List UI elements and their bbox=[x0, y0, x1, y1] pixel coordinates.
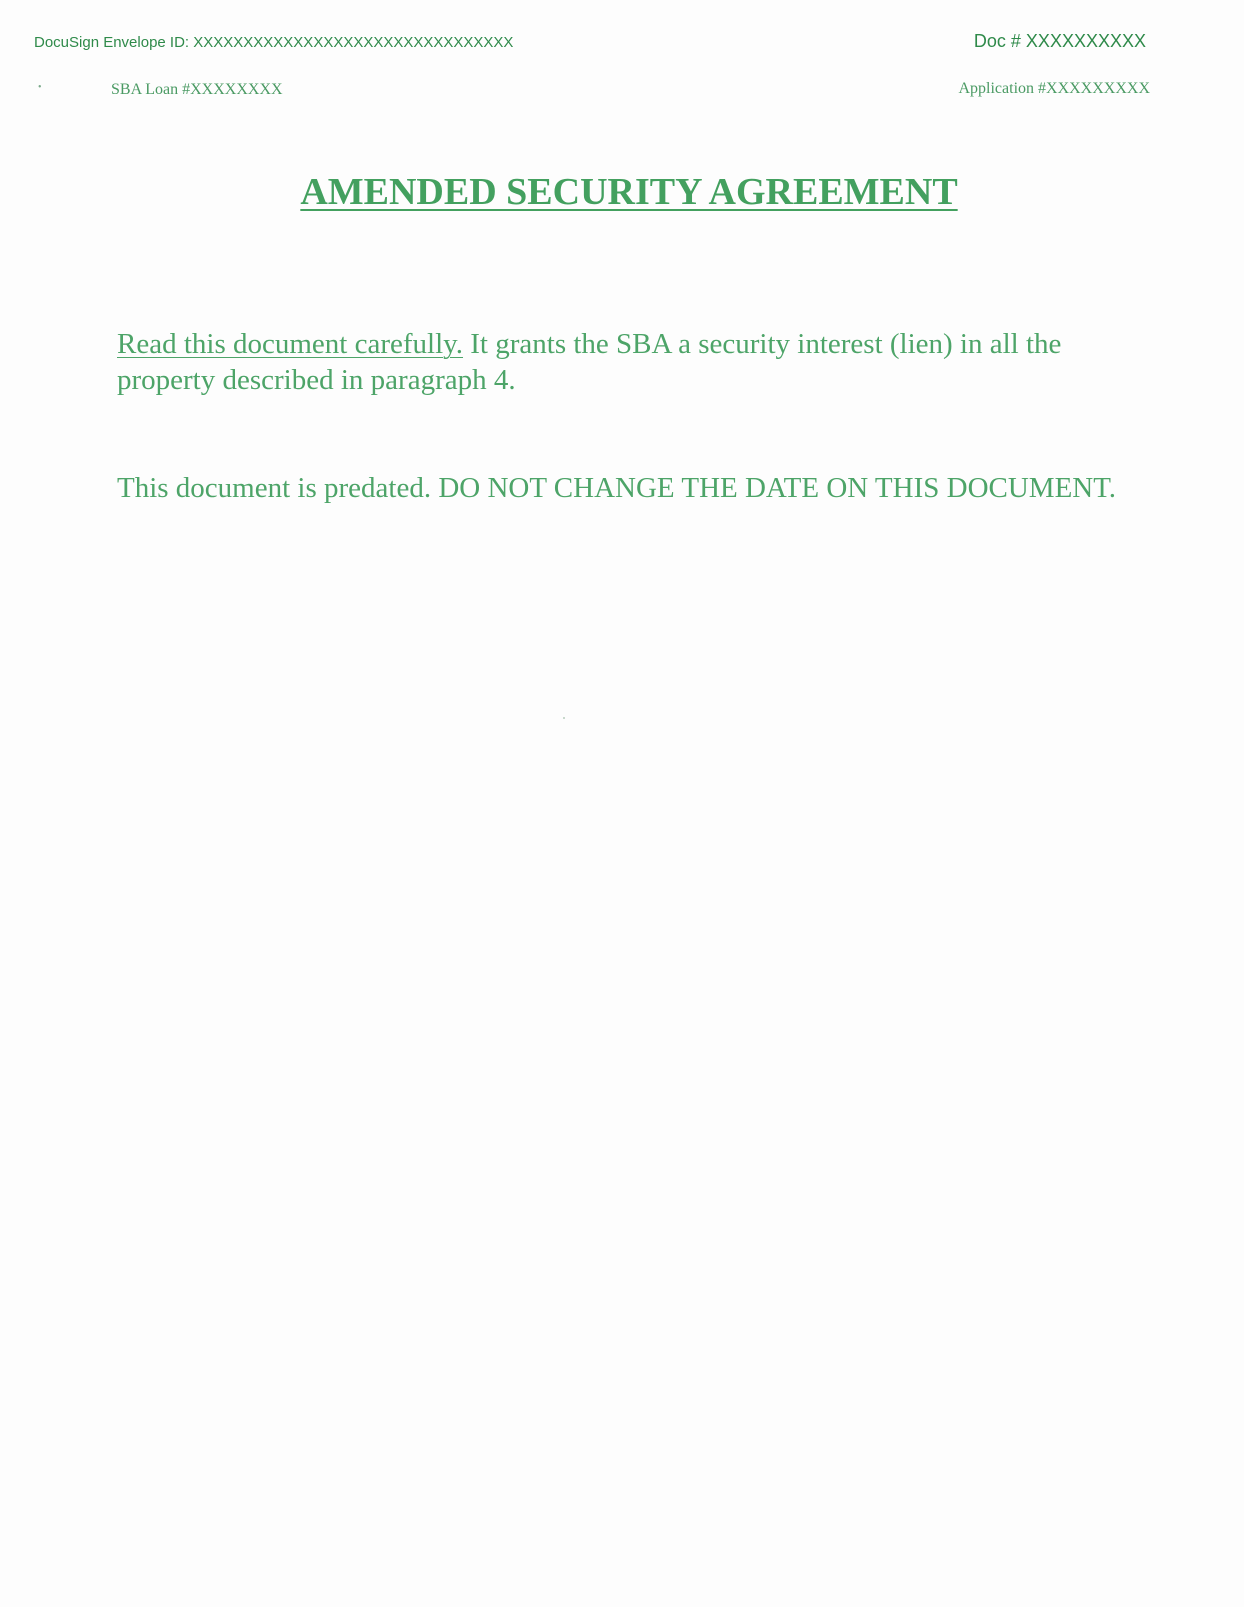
warning-paragraph-text: It grants the SBA a security interest (lien) in all the property described in paragraph 4. bbox=[117, 328, 1062, 396]
warning-paragraph bbox=[117, 326, 1147, 398]
sba-loan-number: SBA Loan #XXXXXXXX bbox=[111, 81, 283, 98]
scan-speck bbox=[563, 717, 565, 719]
docusign-envelope-id: DocuSign Envelope ID: XXXXXXXXXXXXXXXXXXXXXXXXXXXXXXXX bbox=[34, 34, 514, 51]
read-carefully-emphasis: Read this document carefully. bbox=[117, 328, 464, 360]
document-title: AMENDED SECURITY AGREEMENT bbox=[300, 171, 958, 213]
scan-mark: • bbox=[38, 82, 42, 93]
doc-number: Doc # XXXXXXXXXX bbox=[973, 31, 1146, 51]
application-number: Application #XXXXXXXXX bbox=[958, 80, 1150, 97]
predated-notice: This document is predated. DO NOT CHANGE THE DATE ON THIS DOCUMENT. bbox=[117, 472, 1117, 504]
